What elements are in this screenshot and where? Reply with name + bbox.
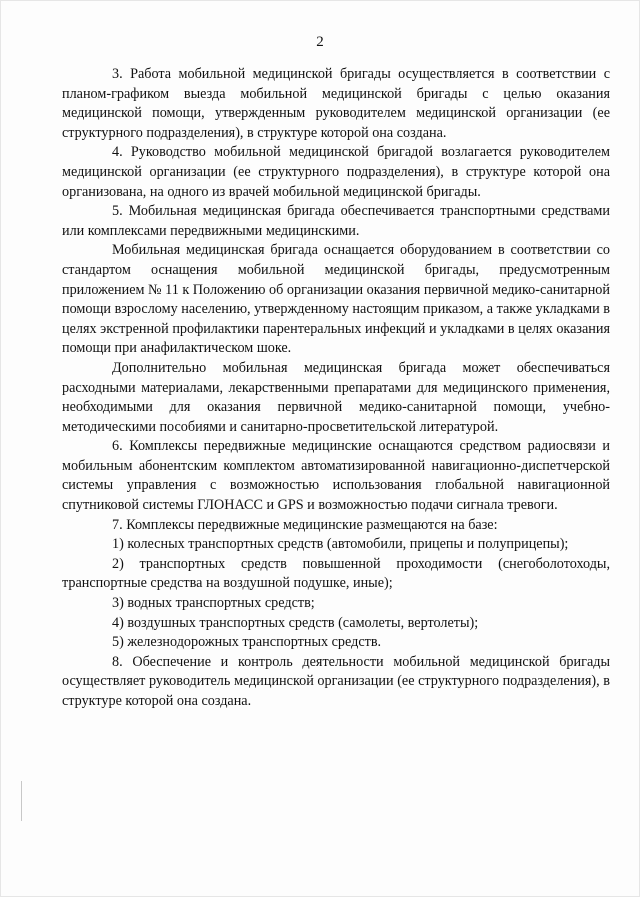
list-item-1: 1) колесных транспортных средств (автомобили, прицепы и полуприцепы);: [112, 536, 569, 553]
paragraph-6: 6. Комплексы передвижные медицинские оснащаются средством радиосвязи и мобильным абонентским комплектом автоматизированной навигационно-диспетчерской системы управления с возможностью использования глобальной навигационной спутниковой системы ГЛОНАСС и GPS и возможностью подачи сигнала тревоги.: [62, 438, 610, 514]
paragraph-equipment: Мобильная медицинская бригада оснащается оборудованием в соответствии со стандартом оснащения мобильной медицинской бригады, предусмотренным приложением № 11 к Положению об организации оказания первичной медико-санитарной помощи взрослому населению, утвержденному настоящим приказом, а также укладками в целях экстренной профилактики парентеральных инфекций и укладками в целях оказания помощи при анафилактическом шоке.: [62, 242, 610, 357]
paragraph-3: 3. Работа мобильной медицинской бригады осуществляется в соответствии с планом-графиком выезда мобильной медицинской бригады с целью оказания медицинской помощи, утвержденным руководителем медицинской организации (ее структурного подразделения), в структуре которой она создана.: [62, 66, 610, 141]
list-item-5: 5) железнодорожных транспортных средств.: [112, 634, 382, 651]
list-item-2: 2) транспортных средств повышенной проходимости (снегоболотоходы, транспортные средства на воздушной подушке, иные);: [62, 555, 610, 592]
paragraph-supplies: Дополнительно мобильная медицинская бригада может обеспечиваться расходными материалами, лекарственными препаратами для медицинского применения, необходимыми для оказания первичной медико-санитарной помощи, учебно-методическими пособиями и санитарно-просветительской литературой.: [62, 359, 610, 435]
scan-edge-mark: [21, 781, 22, 821]
paragraph-8: 8. Обеспечение и контроль деятельности мобильной медицинской бригады осуществляет руководитель медицинской организации (ее структурного подразделения), в структуре которой она создана.: [62, 653, 610, 709]
list-item-3: 3) водных транспортных средств;: [112, 595, 315, 612]
paragraph-5: 5. Мобильная медицинская бригада обеспечивается транспортными средствами или комплексами передвижными медицинскими.: [62, 203, 610, 239]
paragraph-4: 4. Руководство мобильной медицинской бригадой возлагается руководителем медицинской организации (ее структурного подразделения), в структуре которой она организована, на одного из врачей мобильной медицинской бригады.: [62, 144, 610, 200]
list-item-4: 4) воздушных транспортных средств (самолеты, вертолеты);: [112, 614, 479, 631]
page-number: 2: [316, 34, 324, 50]
document-body: [62, 65, 610, 712]
paragraph-7: 7. Комплексы передвижные медицинские размещаются на базе:: [112, 516, 498, 533]
